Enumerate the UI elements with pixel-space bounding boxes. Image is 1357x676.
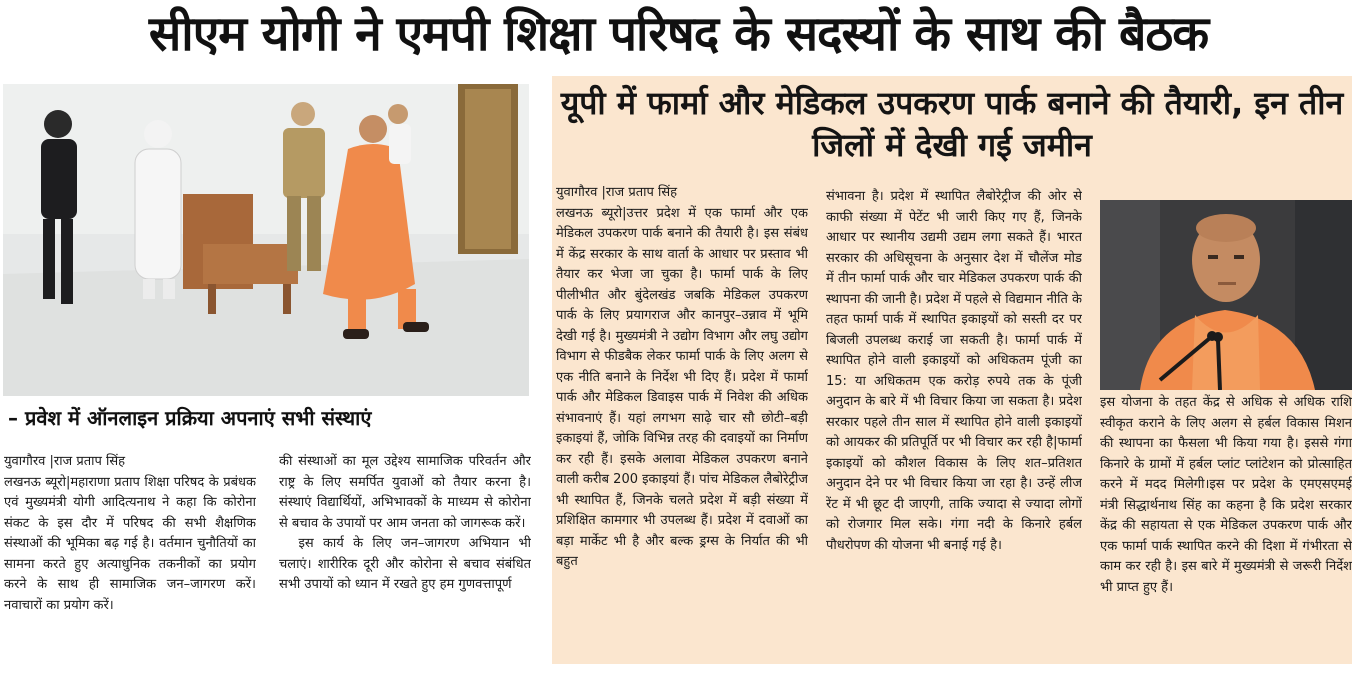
page-edge [0, 664, 1357, 676]
story-paragraph: संभावना है। प्रदेश में स्थापित लैबोरेट्रीज की ओर से काफी संख्या में पेटेंट भी जारी किए गए हैं, जिनके आधार पर स्थानीय उद्यमी उद्यम लगा सकते हैं। भारत सरकार की अधिसूचना के अनुसार देश में चौलेंज मोड में तीन फार्मा पार्क और चार मेडिकल उपकरण पार्क की स्थापना की जानी है। प्रदेश में पहले से विद्यमान नीति के तहत फार्मा पार्क में स्थापित इकाइयों को सस्ती दर पर बिजली उपलब्ध कराई जा सकती है। फार्मा पार्क में स्थापित होने वाली इकाइयों को अधिकतम पूंजी का 15: या अधिकतम एक करोड़ रुपये तक के पूंजी अनुदान के बारे में भी विचार किया जा सकता है। प्रदेश सरकार पहले तीन साल में स्थापित होने वाली इकाइयों को आयकर की प्रतिपूर्ति पर भी विचार कर रही है|फार्मा इकाइयों को कौशल विकास के लिए शत–प्रतिशत अनुदान देने पर भी विचार किया जा रहा है। उन्हें लीज रेंट में भी छूट दी जाएगी, ताकि ज्यादा से ज्यादा लोगों को रोजगार मिल सके। गंगा नदी के किनारे हर्बल पौधरोपण की योजना भी बनाई गई है। [826, 189, 1082, 553]
right-story-column-2 [826, 187, 1082, 663]
story-paragraph: इस योजना के तहत केंद्र से अधिक से अधिक राशि स्वीकृत कराने के लिए अलग से हर्बल विकास मिशन की स्थापना का फैसला भी किया गया है। इससे गंगा किनारे के ग्रामों में हर्बल प्लांट प्लांटेशन को प्रोत्साहित करने में मदद मिलेगी।इस पर प्रदेश के एमएसएमई मंत्री सिद्धार्थनाथ सिंह का कहना है कि प्रदेश सरकार केंद्र की सहायता से एक मेडिकल उपकरण पार्क और एक फार्मा पार्क स्थापित करने की दिशा में गंभीरता से काम कर रही है। इस बारे में मुख्यमंत्री से जरूरी निर्देश भी प्राप्त हुए हैं। [1100, 395, 1352, 595]
story-paragraph: इस कार्य के लिए जन–जागरण अभियान भी चलाएं। शारीरिक दूरी और कोरोना से बचाव संबंधित सभी उपायों को ध्यान में रखते हुए हम गुणवत्तापूर्ण [279, 536, 531, 592]
story-paragraph: लखनऊ ब्यूरो|उत्तर प्रदेश में एक फार्मा और एक मेडिकल उपकरण पार्क बनाने की तैयारी है। इस संबंध में केंद्र सरकार के साथ वार्ता के आधार पर प्रस्ताव भी तैयार कर भेजा जा चुका है। फार्मा पार्क के लिए पीलीभीत और बुंदेलखंड जबकि मेडिकल उपकरण पार्क के लिए प्रयागराज और कानपुर–उन्नाव में भूमि देखी गई है। मुख्यमंत्री ने उद्योग विभाग और लघु उद्योग विभाग से फीडबैक लेकर फार्मा पार्क के लिए अलग से एक नीति बनाने के निर्देश भी दिए हैं। प्रदेश में फार्मा पार्क और मेडिकल डिवाइस पार्क में निवेश की अधिक संभावनाएं हैं। यहां लगभग साढ़े चार सौ छोटी–बड़ी इकाइयां हैं, जोकि विभिन्न तरह की दवाइयों का निर्माण कर रही हैं। इसके अलावा मेडिकल उपकरण बनाने वाली करीब 200 इकाइयां हैं। पांच मेडिकल लैबोरेट्रीज भी स्थापित हैं, जिनके चलते प्रदेश में बड़ी संख्या में प्रशिक्षित कामगार भी उपलब्ध हैं। प्रदेश में दवाओं का बड़ा मार्केट भी है और बल्क ड्रग्स के निर्यात की भी बहुत [556, 205, 808, 569]
pharma-story-title: यूपी में फार्मा और मेडिकल उपकरण पार्क बनाने की तैयारी, इन तीन जिलों में देखी गई जमीन [560, 84, 1344, 164]
left-story-column-2 [279, 452, 531, 674]
story-paragraph: की संस्थाओं का मूल उद्देश्य सामाजिक परिवर्तन और राष्ट्र के लिए समर्पित युवाओं को तैयार करना है। संस्थाएं विद्यार्थियों, अभिभावकों के माध्यम से कोरोना से बचाव के उपायों पर आम जनता को जागरूक करें। [279, 454, 531, 531]
byline: युवागौरव |राज प्रताप सिंह [556, 185, 678, 200]
right-story-column-1 [556, 183, 808, 663]
left-story-column-1 [4, 452, 256, 674]
right-story-column-3 [1100, 393, 1352, 663]
meeting-photo [3, 84, 529, 396]
left-subheadline: – प्रवेश में ऑनलाइन प्रक्रिया अपनाएं सभी संस्थाएं [8, 406, 372, 430]
cm-portrait-photo [1100, 200, 1352, 390]
byline: युवागौरव |राज प्रताप सिंह [4, 454, 126, 469]
main-headline: सीएम योगी ने एमपी शिक्षा परिषद के सदस्यों के साथ की बैठक [148, 6, 1209, 62]
story-paragraph: लखनऊ ब्यूरो|महाराणा प्रताप शिक्षा परिषद के प्रबंधक एवं मुख्यमंत्री योगी आदित्यनाथ ने कहा कि कोरोना संकट के इस दौर में परिषद की सभी शैक्षणिक संस्थाओं की भूमिका बढ़ गई है। वर्तमान चुनौतियों का सामना करते हुए अत्याधुनिक तकनीकों का प्रयोग करने के साथ ही सामाजिक जन–जागरण करें। नवाचारों का प्रयोग करें। [4, 474, 256, 613]
